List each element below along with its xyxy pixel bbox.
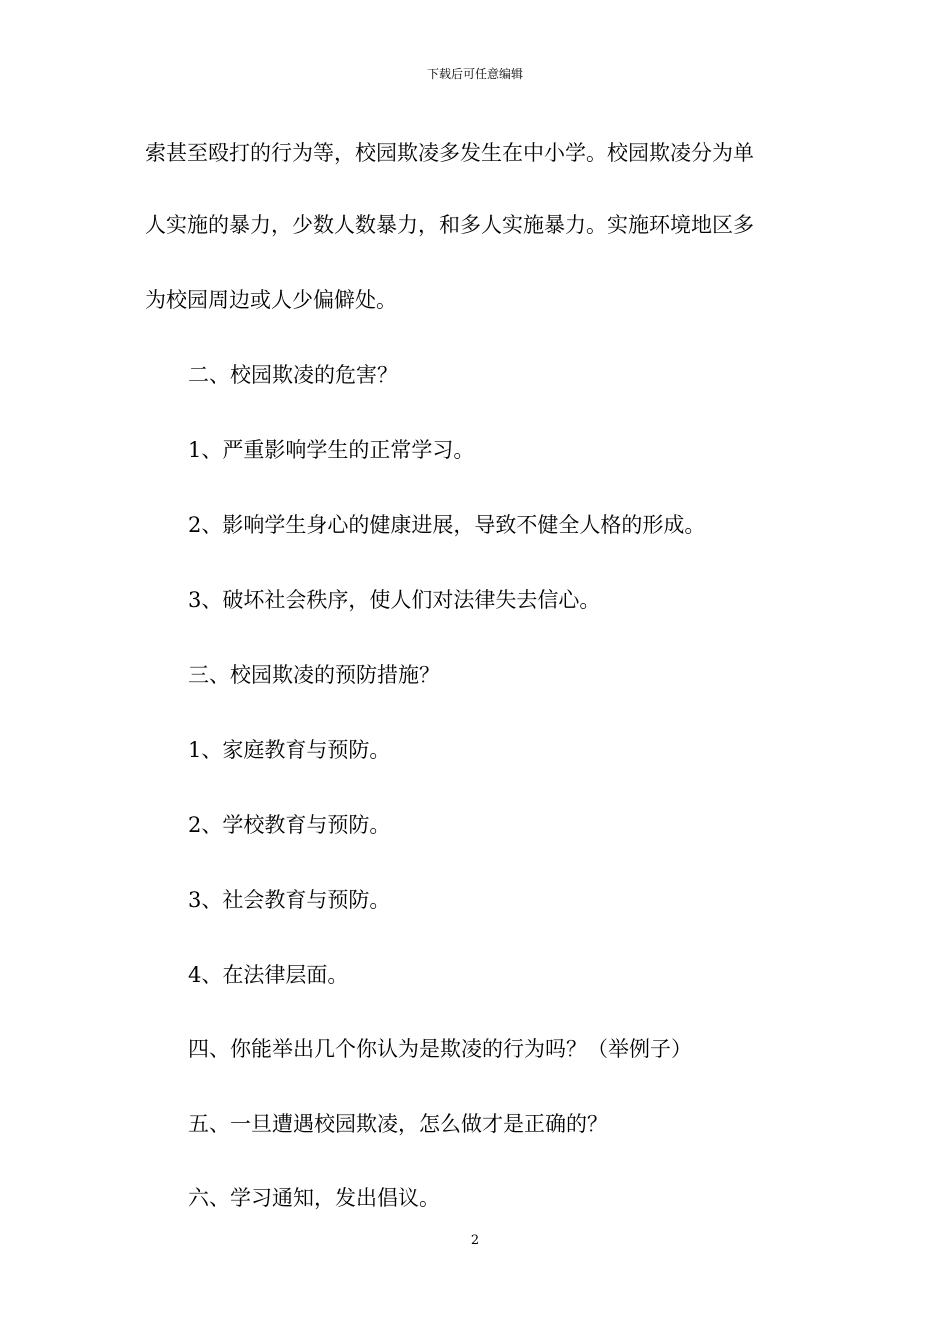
paragraph-line: 索甚至殴打的行为等，校园欺凌多发生在中小学。校园欺凌分为单 xyxy=(145,141,754,165)
section-heading: 三、校园欺凌的预防措施？ xyxy=(188,663,440,687)
section-heading: 六、学习通知，发出倡议。 xyxy=(188,1186,440,1210)
section-heading: 四、你能举出几个你认为是欺凌的行为吗？（举例子） xyxy=(188,1037,692,1061)
page-header: 下载后可任意编辑 xyxy=(426,67,523,81)
list-item: 2、学校教育与预防。 xyxy=(188,813,391,837)
list-item: 2、影响学生身心的健康进展，导致不健全人格的形成。 xyxy=(188,513,706,537)
list-item: 1、家庭教育与预防。 xyxy=(188,738,391,762)
list-item: 4、在法律层面。 xyxy=(188,963,349,987)
list-item: 3、破坏社会秩序，使人们对法律失去信心。 xyxy=(188,588,601,612)
paragraph-line: 为校园周边或人少偏僻处。 xyxy=(145,288,397,312)
list-item: 1、严重影响学生的正常学习。 xyxy=(188,438,475,462)
paragraph-line: 人实施的暴力，少数人数暴力，和多人实施暴力。实施环境地区多 xyxy=(145,213,754,237)
section-heading: 五、一旦遭遇校园欺凌，怎么做才是正确的？ xyxy=(188,1112,608,1136)
list-item: 3、社会教育与预防。 xyxy=(188,888,391,912)
page-number: 2 xyxy=(470,1233,480,1248)
section-heading: 二、校园欺凌的危害？ xyxy=(188,363,398,387)
